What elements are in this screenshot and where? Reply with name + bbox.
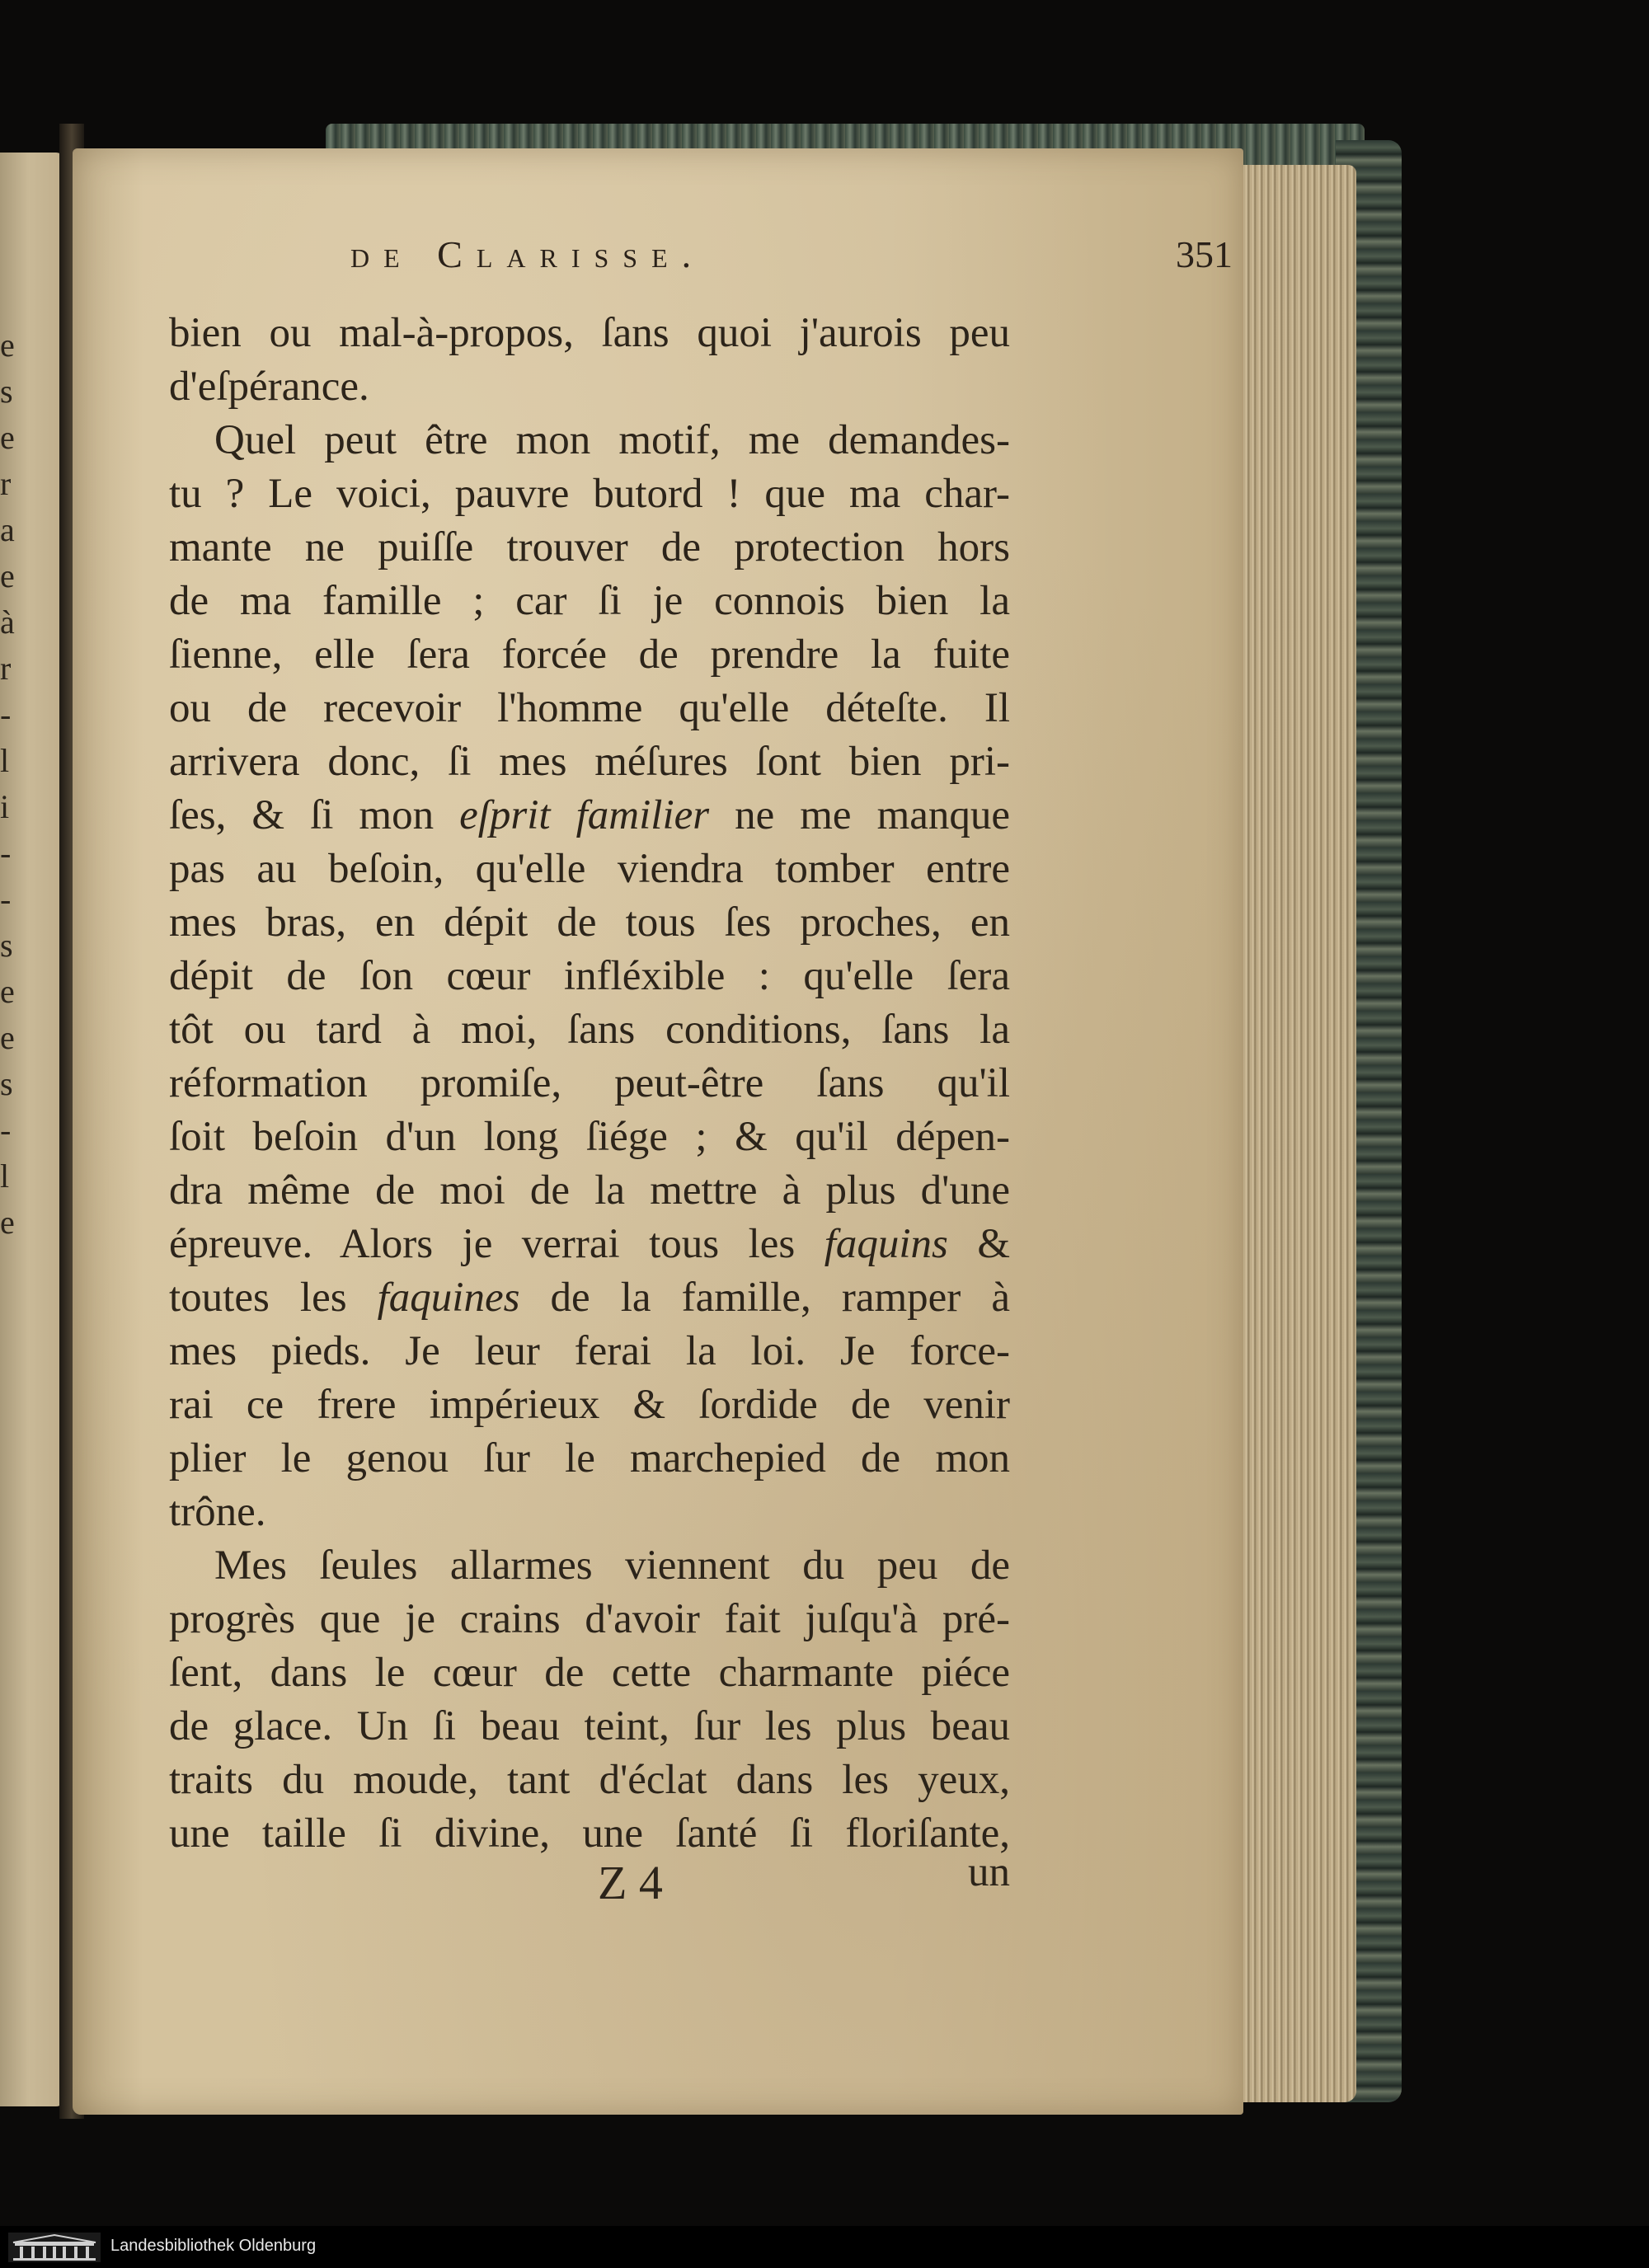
- text-line: mante ne puiſſe trouver de protection hors: [169, 524, 1010, 571]
- text-line: de glace. Un ſi beau teint, ſur les plus beau: [169, 1703, 1010, 1749]
- text-line: dépit de ſon cœur infléxible : qu'elle ſera: [169, 953, 1010, 999]
- previous-page-fragment: e: [0, 1019, 15, 1056]
- text-line: mes pieds. Je leur ferai la loi. Je force-: [169, 1328, 1010, 1374]
- previous-page-fragment: e: [0, 973, 15, 1010]
- text-line: Mes ſeules allarmes viennent du peu de: [214, 1543, 1010, 1589]
- text-line: dra même de moi de la mettre à plus d'une: [169, 1167, 1010, 1214]
- text-line: rai ce frere impérieux & ſordide de venir: [169, 1382, 1010, 1428]
- previous-page-fragment: r: [0, 650, 12, 687]
- catchword: un: [968, 1849, 1010, 1895]
- page-fore-edge: [1224, 165, 1356, 2102]
- previous-page-fragment: l: [0, 742, 10, 779]
- text-line: trône.: [169, 1489, 266, 1535]
- text-line: [169, 1271, 1010, 1325]
- text-line: traits du moude, tant d'éclat dans les yeux,: [169, 1757, 1010, 1803]
- text-line: une taille ſi divine, une ſanté ſi floriſante,: [169, 1810, 1010, 1857]
- text-line: Quel peut être mon motif, me demandes-: [214, 417, 1010, 463]
- text-segment: de la famille, ramper à: [519, 1275, 1010, 1321]
- italic-phrase: faquines: [377, 1275, 520, 1321]
- text-line: ſoit beſoin d'un long ſiége ; & qu'il dépen-: [169, 1114, 1010, 1160]
- library-building-icon: [8, 2233, 101, 2262]
- text-segment: toutes les: [169, 1275, 378, 1321]
- text-line: bien ou mal-à-propos, ſans quoi j'aurois peu: [169, 310, 1010, 356]
- previous-page-fragment: e: [0, 1204, 15, 1241]
- text-segment: &: [947, 1221, 1011, 1267]
- text-line: [169, 789, 1010, 843]
- signature-mark: Z 4: [598, 1856, 663, 1909]
- text-line: réformation promiſe, peut-être ſans qu'il: [169, 1060, 1010, 1106]
- previous-page-fragment: e: [0, 326, 15, 364]
- text-line: pas au beſoin, qu'elle viendra tomber entre: [169, 846, 1010, 892]
- text-segment: épreuve. Alors je verrai tous les: [169, 1221, 824, 1267]
- text-line: ſienne, elle ſera forcée de prendre la fuite: [169, 632, 1010, 678]
- text-line: tôt ou tard à moi, ſans conditions, ſans la: [169, 1007, 1010, 1053]
- text-line: de ma famille ; car ſi je connois bien la: [169, 578, 1010, 624]
- running-head-title: de Clarisse.: [350, 233, 706, 275]
- text-line: plier le genou ſur le marchepied de mon: [169, 1435, 1010, 1481]
- previous-page-fragment: i: [0, 788, 10, 825]
- previous-page-fragment: s: [0, 1065, 13, 1102]
- previous-page-fragment: e: [0, 557, 15, 594]
- text-line: [169, 1218, 1010, 1271]
- previous-page-fragment: r: [0, 465, 12, 502]
- previous-page-fragment: s: [0, 373, 13, 410]
- text-segment: ſes, & ſi mon: [169, 792, 460, 838]
- viewer-footer: [0, 2226, 1649, 2268]
- previous-page-fragment: a: [0, 511, 15, 548]
- previous-page-fragment: -: [0, 834, 12, 871]
- previous-page-fragment: -: [0, 696, 12, 733]
- page-footer-marks: [169, 1849, 1010, 1913]
- previous-page-edge: [0, 153, 64, 2106]
- library-name: Landesbibliothek Oldenburg: [110, 2237, 317, 2255]
- previous-page-fragment: e: [0, 419, 15, 456]
- page-number: 351: [1176, 233, 1233, 275]
- text-line: ſent, dans le cœur de cette charmante piéce: [169, 1650, 1010, 1696]
- running-head: [350, 232, 1233, 282]
- previous-page-fragment: l: [0, 1157, 10, 1195]
- body-text: [169, 307, 1010, 1861]
- previous-page-fragment: -: [0, 880, 12, 918]
- italic-phrase: faquins: [824, 1221, 948, 1267]
- previous-page-fragment: à: [0, 603, 15, 641]
- text-segment: ne me manque: [709, 792, 1011, 838]
- text-line: tu ? Le voici, pauvre butord ! que ma char-: [169, 471, 1010, 517]
- previous-page-fragment: -: [0, 1111, 12, 1148]
- previous-page-text-fragments: [0, 326, 16, 1249]
- text-line: d'eſpérance.: [169, 364, 369, 410]
- text-line: arrivera donc, ſi mes méſures ſont bien pri-: [169, 739, 1010, 785]
- text-line: ou de recevoir l'homme qu'elle déteſte. Il: [169, 685, 1010, 731]
- text-line: progrès que je crains d'avoir fait juſqu'à pré-: [169, 1596, 1010, 1642]
- text-line: mes bras, en dépit de tous ſes proches, en: [169, 899, 1010, 946]
- italic-phrase: eſprit familier: [459, 792, 710, 838]
- previous-page-fragment: s: [0, 927, 13, 964]
